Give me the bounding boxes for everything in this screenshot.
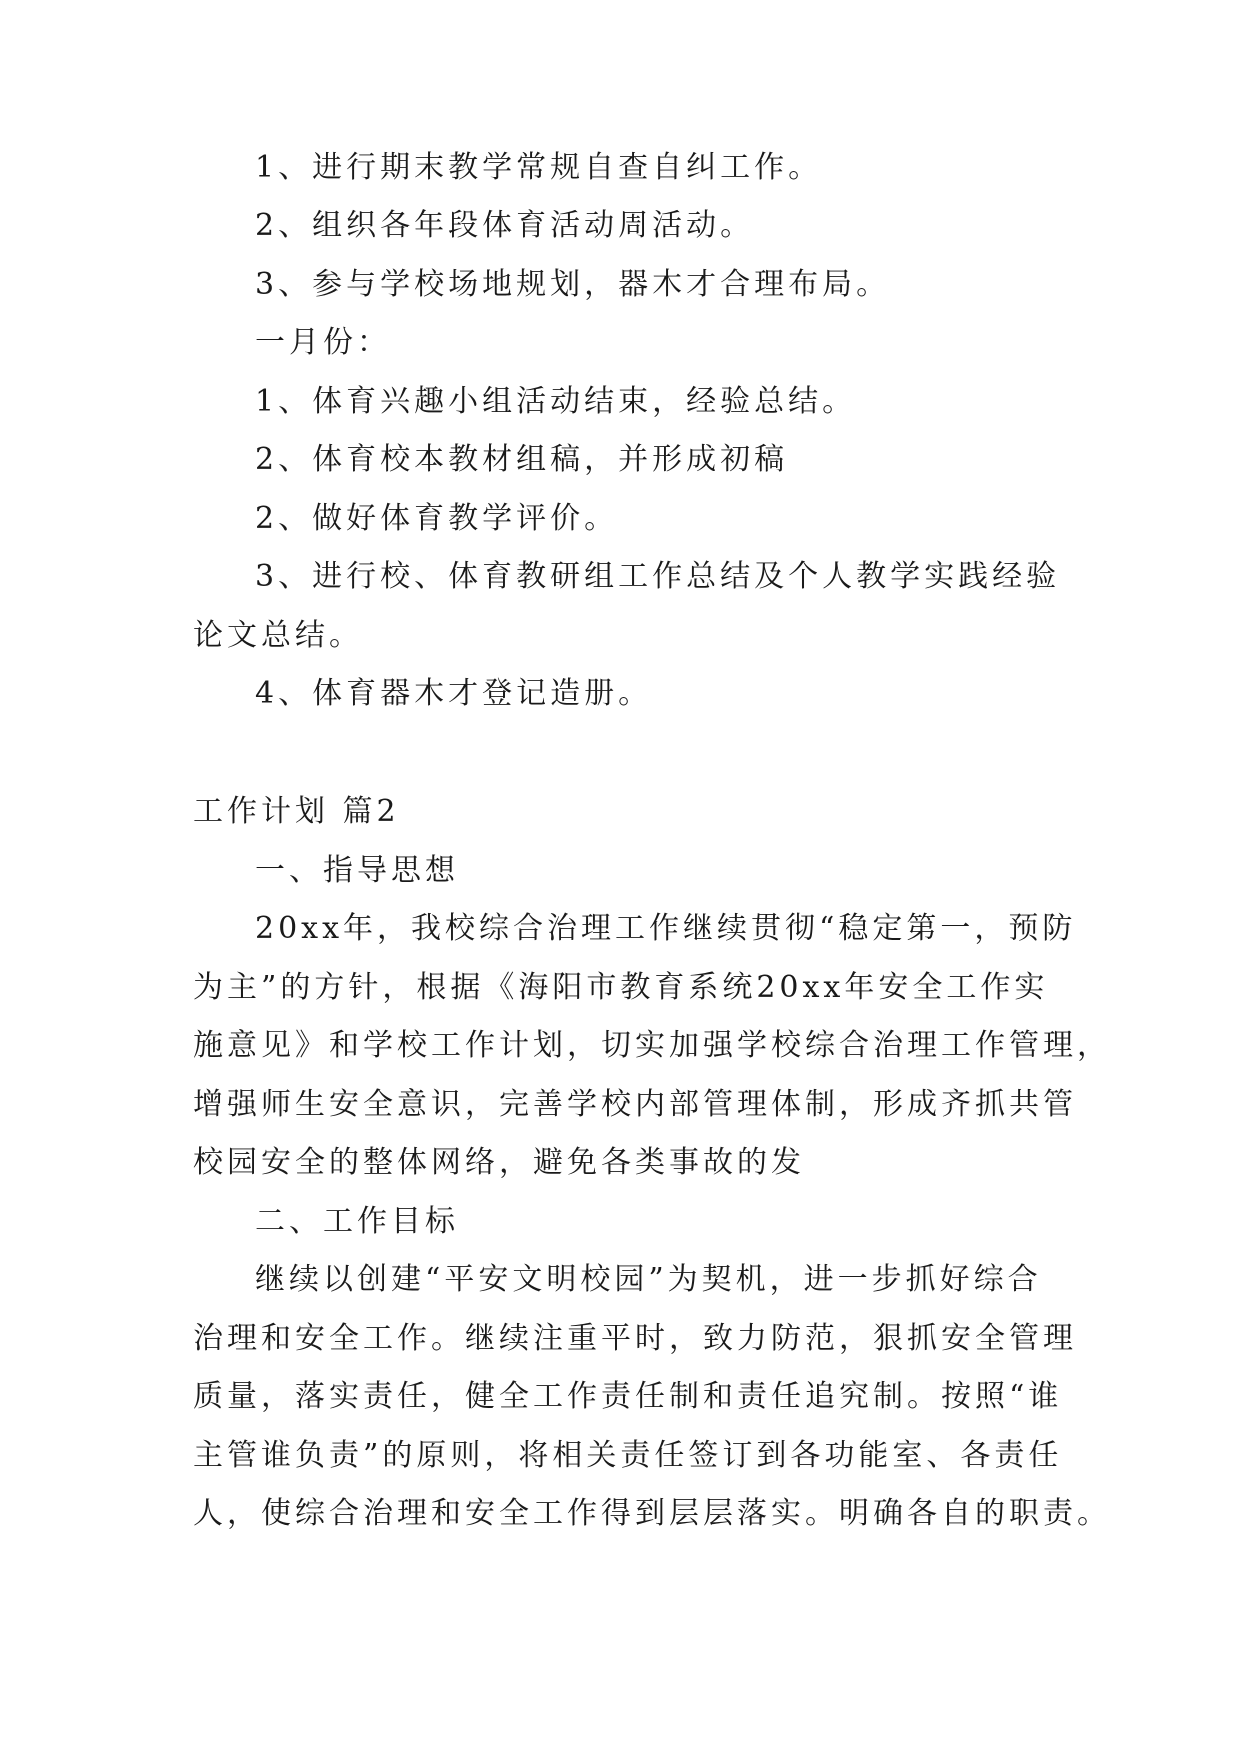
list-item-continuation: 论文总结。: [193, 618, 363, 653]
paragraph-line: 校园安全的整体网络，避免各类事故的发: [193, 1145, 805, 1180]
paragraph-line: 继续以创建“平安文明校园”为契机，进一步抓好综合: [255, 1262, 1042, 1297]
paragraph-line: 增强师生安全意识，完善学校内部管理体制，形成齐抓共管: [193, 1087, 1077, 1122]
paragraph-line: 治理和安全工作。继续注重平时，致力防范，狠抓安全管理: [193, 1321, 1077, 1356]
list-item: 2、组织各年段体育活动周活动。: [255, 208, 755, 243]
paragraph-line: 质量，落实责任，健全工作责任制和责任追究制。按照“谁: [193, 1379, 1063, 1414]
section-title: 工作计划 篇2: [193, 794, 400, 829]
list-item: 1、进行期末教学常规自查自纠工作。: [255, 150, 823, 185]
list-item: 2、做好体育教学评价。: [255, 501, 619, 536]
month-heading: 一月份：: [255, 325, 391, 360]
section-heading: 二、工作目标: [255, 1204, 459, 1239]
paragraph-line: 20xx年，我校综合治理工作继续贯彻“稳定第一，预防: [255, 911, 1077, 946]
paragraph-line: 人，使综合治理和安全工作得到层层落实。明确各自的职责。: [193, 1496, 1111, 1531]
list-item: 3、进行校、体育教研组工作总结及个人教学实践经验: [255, 559, 1061, 594]
list-item: 3、参与学校场地规划，器木才合理布局。: [255, 267, 891, 302]
section-heading: 一、指导思想: [255, 853, 459, 888]
paragraph-line: 施意见》和学校工作计划，切实加强学校综合治理工作管理，: [193, 1028, 1111, 1063]
paragraph-line: 为主”的方针，根据《海阳市教育系统20xx年安全工作实: [193, 970, 1049, 1005]
list-item: 2、体育校本教材组稿，并形成初稿: [255, 442, 789, 477]
paragraph-line: 主管谁负责”的原则，将相关责任签订到各功能室、各责任: [193, 1438, 1063, 1473]
list-item: 1、体育兴趣小组活动结束，经验总结。: [255, 384, 857, 419]
list-item: 4、体育器木才登记造册。: [255, 676, 653, 711]
